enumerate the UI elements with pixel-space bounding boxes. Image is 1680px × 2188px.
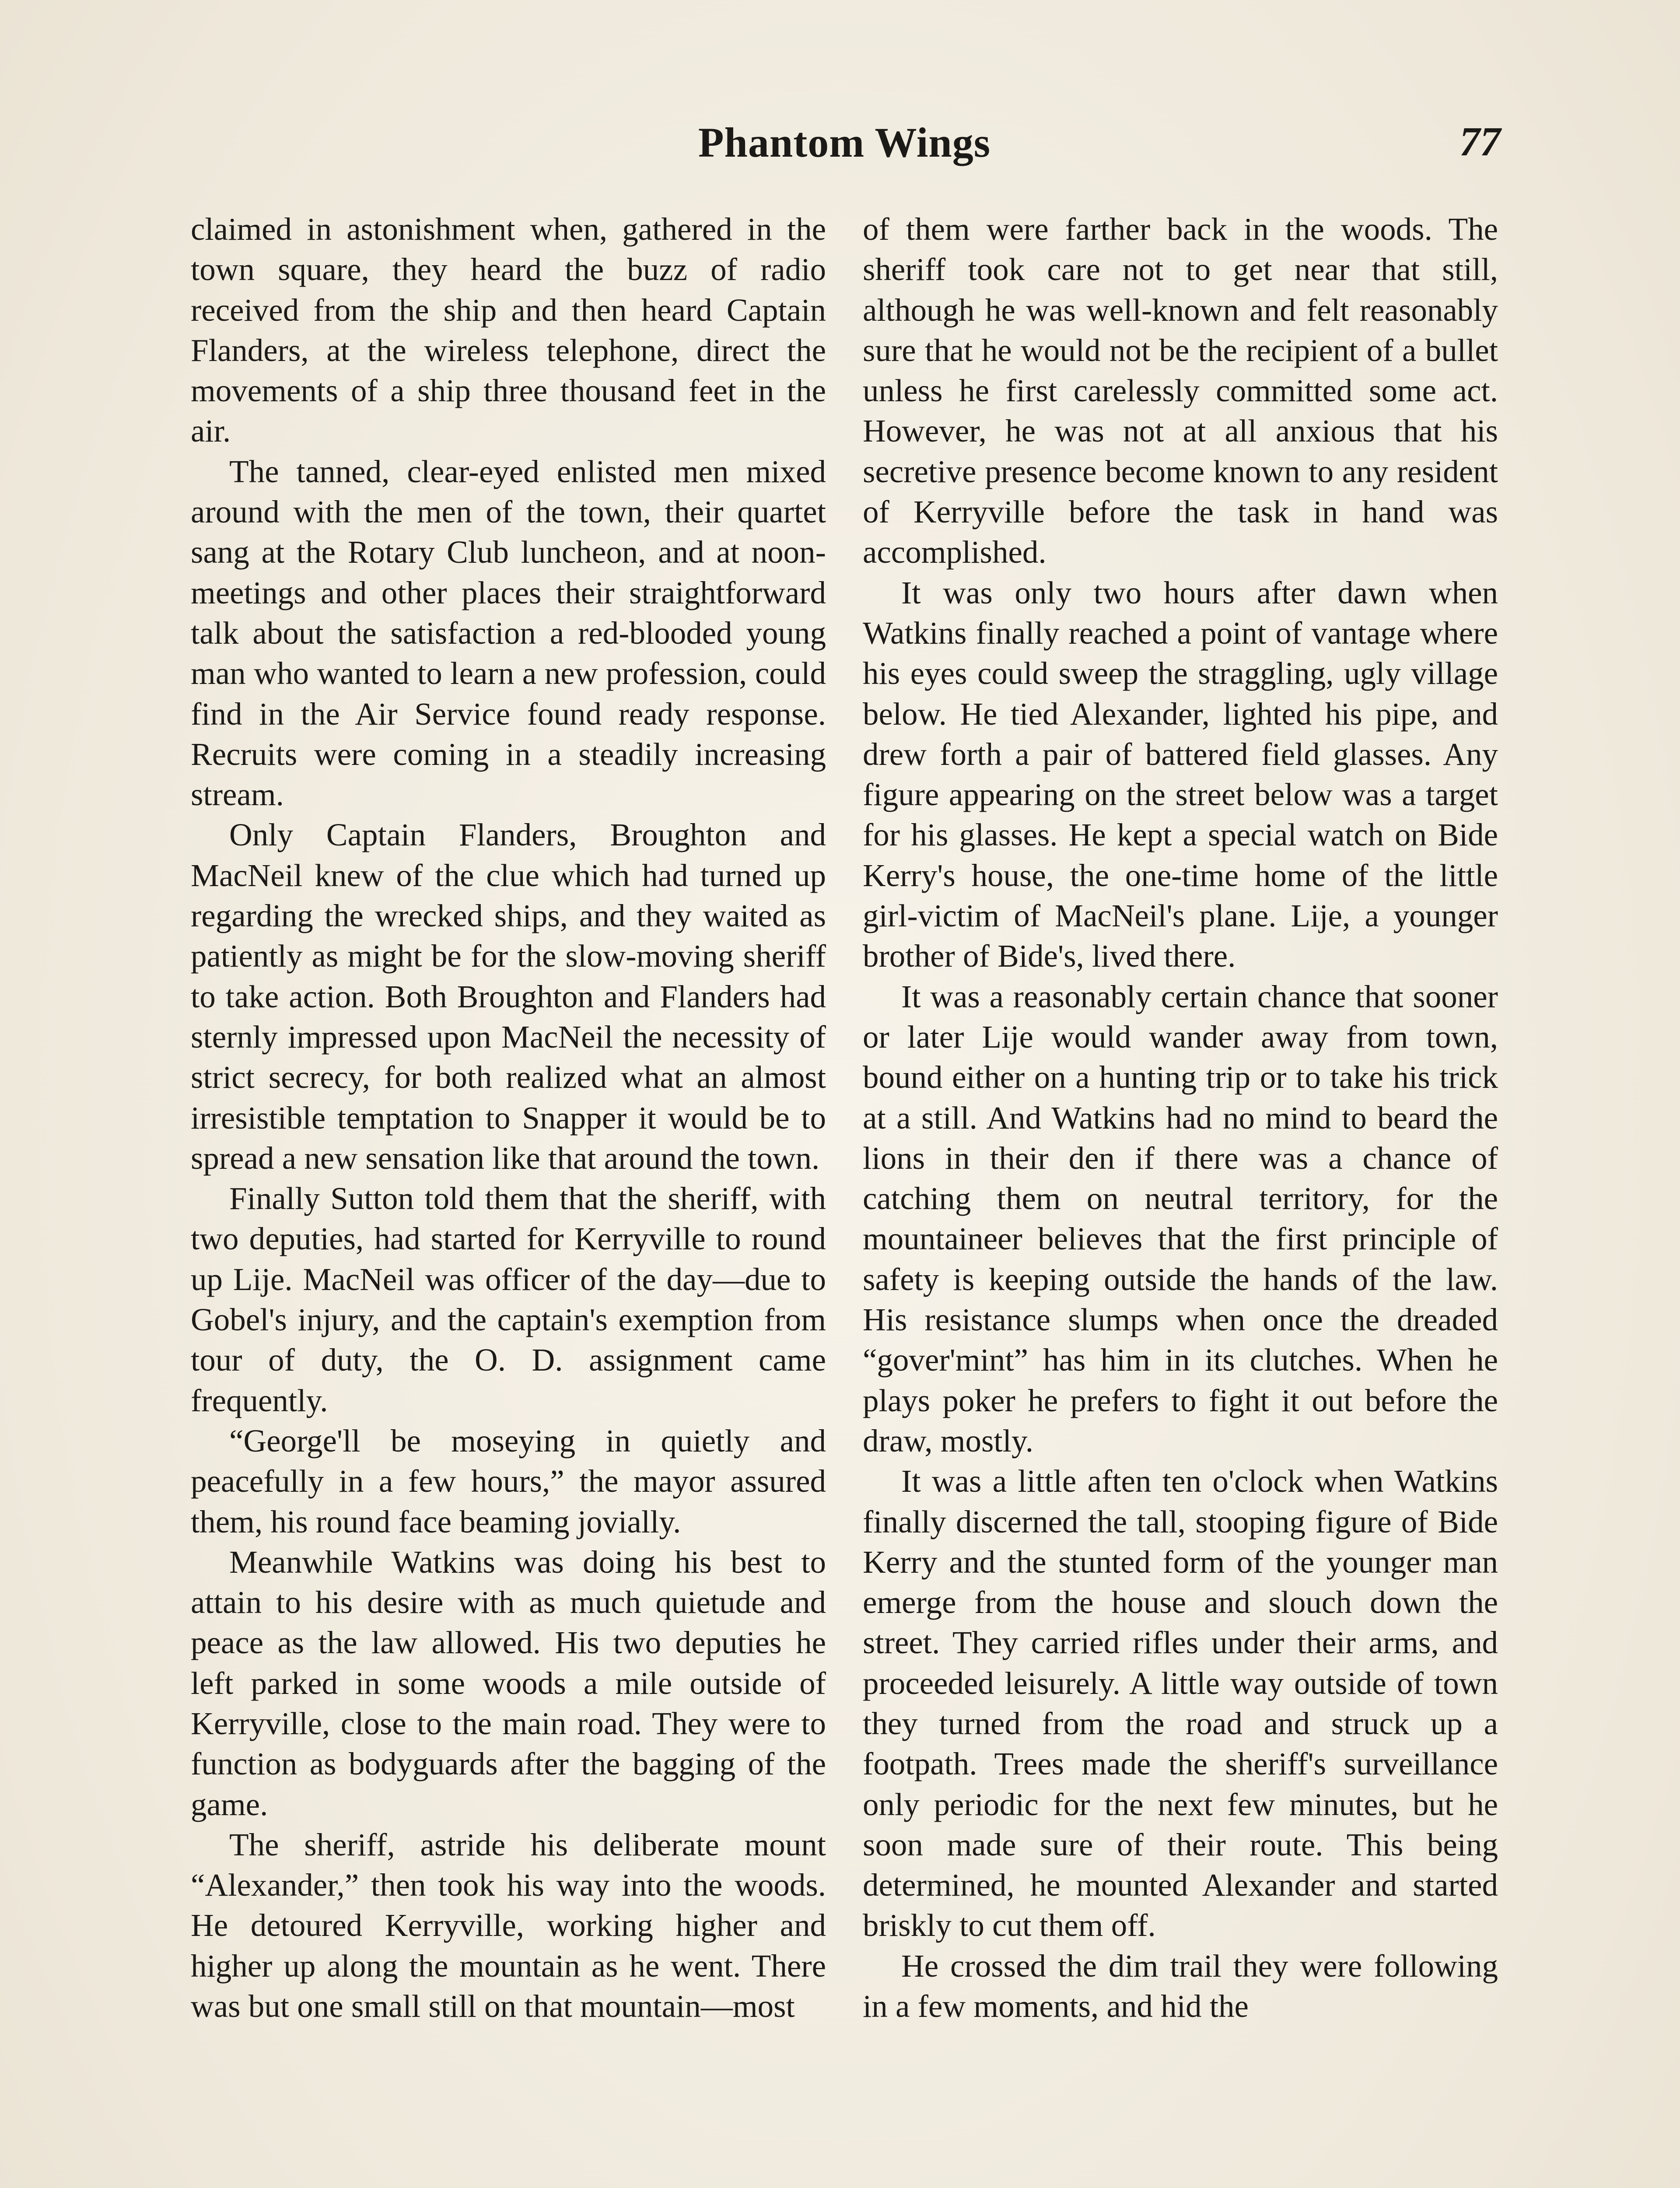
page-number: 77 [1460, 119, 1501, 165]
paragraph: The sheriff, astride his deliberate mount “Alexander,” then took his way into the woods. He detoured Kerryville, working higher and higher up along the mountain as he went. There was but one small still on that mountain—most [191, 1827, 826, 2024]
paragraph: It was a reasonably certain chance that sooner or later Lije would wander away from town, bound either on a hunting trip or to take his trick at a still. And Watkins had no mind to beard the lions in their den if there was a chance of catching them on neutral territory, for the mountaineer believes that the first principle of safety is keeping outside the hands of the law. His resistance slumps when once the dreaded “gover'mint” has him in its clutches. When he plays poker he prefers to fight it out before the draw, mostly. [863, 978, 1498, 1459]
paragraph: “George'll be moseying in quietly and peacefully in a few hours,” the mayor assured them, his round face beaming jovially. [191, 1423, 826, 1539]
paragraph: of them were farther back in the woods. The sheriff took care not to get near that still, although he was well-known and felt reasonably sure that he would not be the recipient of a bullet unless he first carelessly committed some act. However, he was not at all anxious that his secretive presence become known to any resident of Kerryville before the task in hand was accomplished. [863, 211, 1498, 570]
right-column [863, 209, 1498, 2188]
paragraph: It was only two hours after dawn when Watkins finally reached a point of vantage where his eyes could sweep the straggling, ugly village below. He tied Alexander, lighted his pipe, and drew forth a pair of battered field glasses. Any figure appearing on the street below was a target for his glasses. He kept a special watch on Bide Kerry's house, the one-time home of the little girl-victim of MacNeil's plane. Lije, a younger brother of Bide's, lived there. [863, 575, 1498, 974]
paragraph: Finally Sutton told them that the sheriff, with two deputies, had started for Kerryville to round up Lije. MacNeil was officer of the day—due to Gobel's injury, and the captain's exemption from tour of duty, the O. D. assignment came frequently. [191, 1181, 826, 1418]
paragraph: It was a little aften ten o'clock when Watkins finally discerned the tall, stooping figure of Bide Kerry and the stunted form of the younger man emerge from the house and slouch down the street. They carried rifles under their arms, and proceeded leisurely. A little way outside of town they turned from the road and struck up a footpath. Trees made the sheriff's surveillance only periodic for the next few minutes, but he soon made sure of their route. This being determined, he mounted Alexander and started briskly to cut them off. [863, 1463, 1498, 1943]
paragraph: He crossed the dim trail they were following in a few moments, and hid the [863, 1948, 1498, 2024]
paragraph: Meanwhile Watkins was doing his best to attain to his desire with as much quietude and peace as the law allowed. His two deputies he left parked in some woods a mile outside of Kerryville, close to the main road. They were to function as bodyguards after the bagging of the game. [191, 1544, 826, 1822]
running-title: Phantom Wings [698, 119, 991, 166]
paragraph: Only Captain Flanders, Broughton and MacNeil knew of the clue which had turned up regarding the wrecked ships, and they waited as patiently as might be for the slow-moving sheriff to take action. Both Broughton and Flanders had sternly impressed upon MacNeil the necessity of strict secrecy, for both realized what an almost irresistible temptation to Snapper it would be to spread a new sensation like that around the town. [191, 817, 826, 1176]
page-header [188, 118, 1501, 184]
left-column [191, 209, 826, 2188]
paragraph: claimed in astonishment when, gathered in the town square, they heard the buzz of radio received from the ship and then heard Captain Flanders, at the wireless telephone, direct the movements of a ship three thousand feet in the air. [191, 211, 826, 449]
paragraph: The tanned, clear-eyed enlisted men mixed around with the men of the town, their quartet sang at the Rotary Club luncheon, and at noon-meetings and other places their straightforward talk about the satisfaction a red-blooded young man who wanted to learn a new profession, could find in the Air Service found ready response. Recruits were coming in a steadily increasing stream. [191, 453, 826, 813]
